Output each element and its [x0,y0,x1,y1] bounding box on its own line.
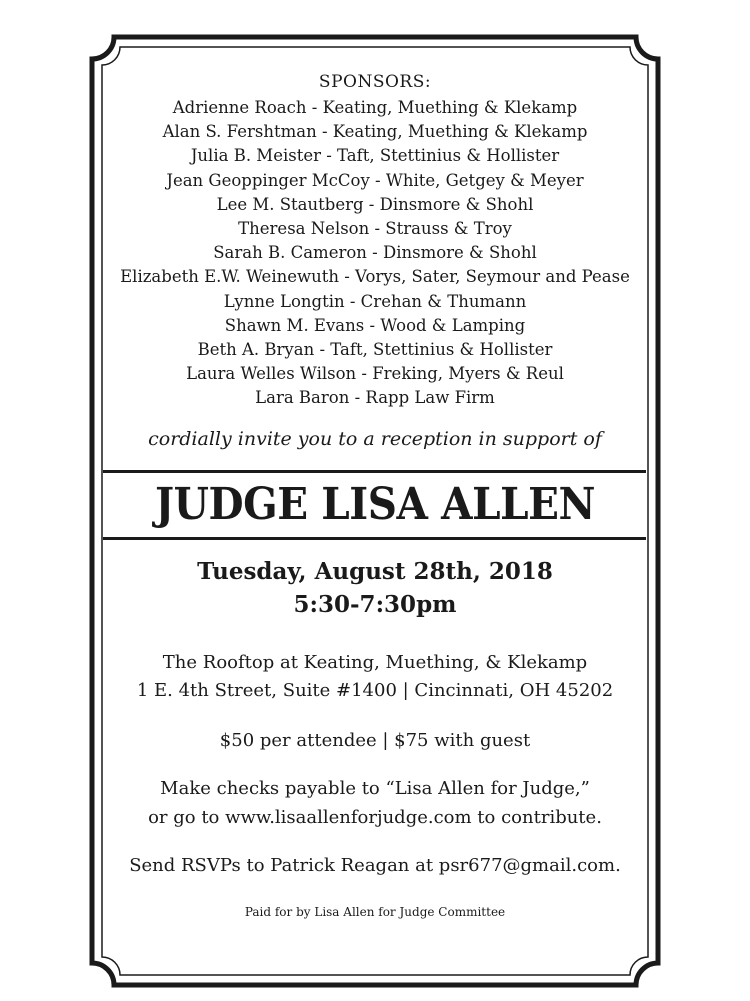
event-date: Tuesday, August 28th, 2018 [197,558,553,585]
event-time: 5:30-7:30pm [293,591,457,618]
paid-for-disclaimer: Paid for by Lisa Allen for Judge Committee [244,905,506,919]
title-rule-top [103,470,646,473]
sponsor-item: Elizabeth E.W. Weinewuth - Vorys, Sater, Seymour and Pease [120,267,630,287]
sponsor-item: Sarah B. Cameron - Dinsmore & Shohl [213,243,537,263]
rsvp-line: Send RSVPs to Patrick Reagan at psr677@gmail.com. [129,855,621,876]
title-rule-bottom [103,537,646,540]
sponsor-item: Theresa Nelson - Strauss & Troy [238,219,512,239]
sponsor-item: Laura Welles Wilson - Freking, Myers & Reul [186,364,564,384]
invite-line: cordially invite you to a reception in support of [148,428,602,450]
website-line: or go to www.lisaallenforjudge.com to contribute. [148,807,602,828]
candidate-name: JUDGE LISA ALLEN [154,479,596,530]
sponsor-item: Lynne Longtin - Crehan & Thumann [223,291,527,311]
sponsor-item: Alan S. Fershtman - Keating, Muething & Klekamp [162,122,588,142]
sponsor-item: Adrienne Roach - Keating, Muething & Klekamp [172,98,578,117]
sponsor-item: Lee M. Stautberg - Dinsmore & Shohl [216,194,534,214]
sponsor-list [60,96,690,411]
venue-name: The Rooftop at Keating, Muething, & Klekamp [162,652,588,673]
sponsor-item: Shawn M. Evans - Wood & Lamping [224,315,526,335]
sponsor-item: Jean Geoppinger McCoy - White, Getgey & Meyer [166,170,584,190]
sponsor-item: Lara Baron - Rapp Law Firm [255,388,495,408]
pricing: $50 per attendee | $75 with guest [219,730,531,751]
sponsors-heading: SPONSORS: [318,72,432,92]
venue-address: 1 E. 4th Street, Suite #1400 | Cincinnati, OH 45202 [136,680,614,701]
sponsor-item: Beth A. Bryan - Taft, Stettinius & Hollister [197,340,553,360]
checks-payable-line: Make checks payable to “Lisa Allen for Judge,” [160,778,590,799]
sponsor-item: Julia B. Meister - Taft, Stettinius & Hollister [190,146,560,166]
